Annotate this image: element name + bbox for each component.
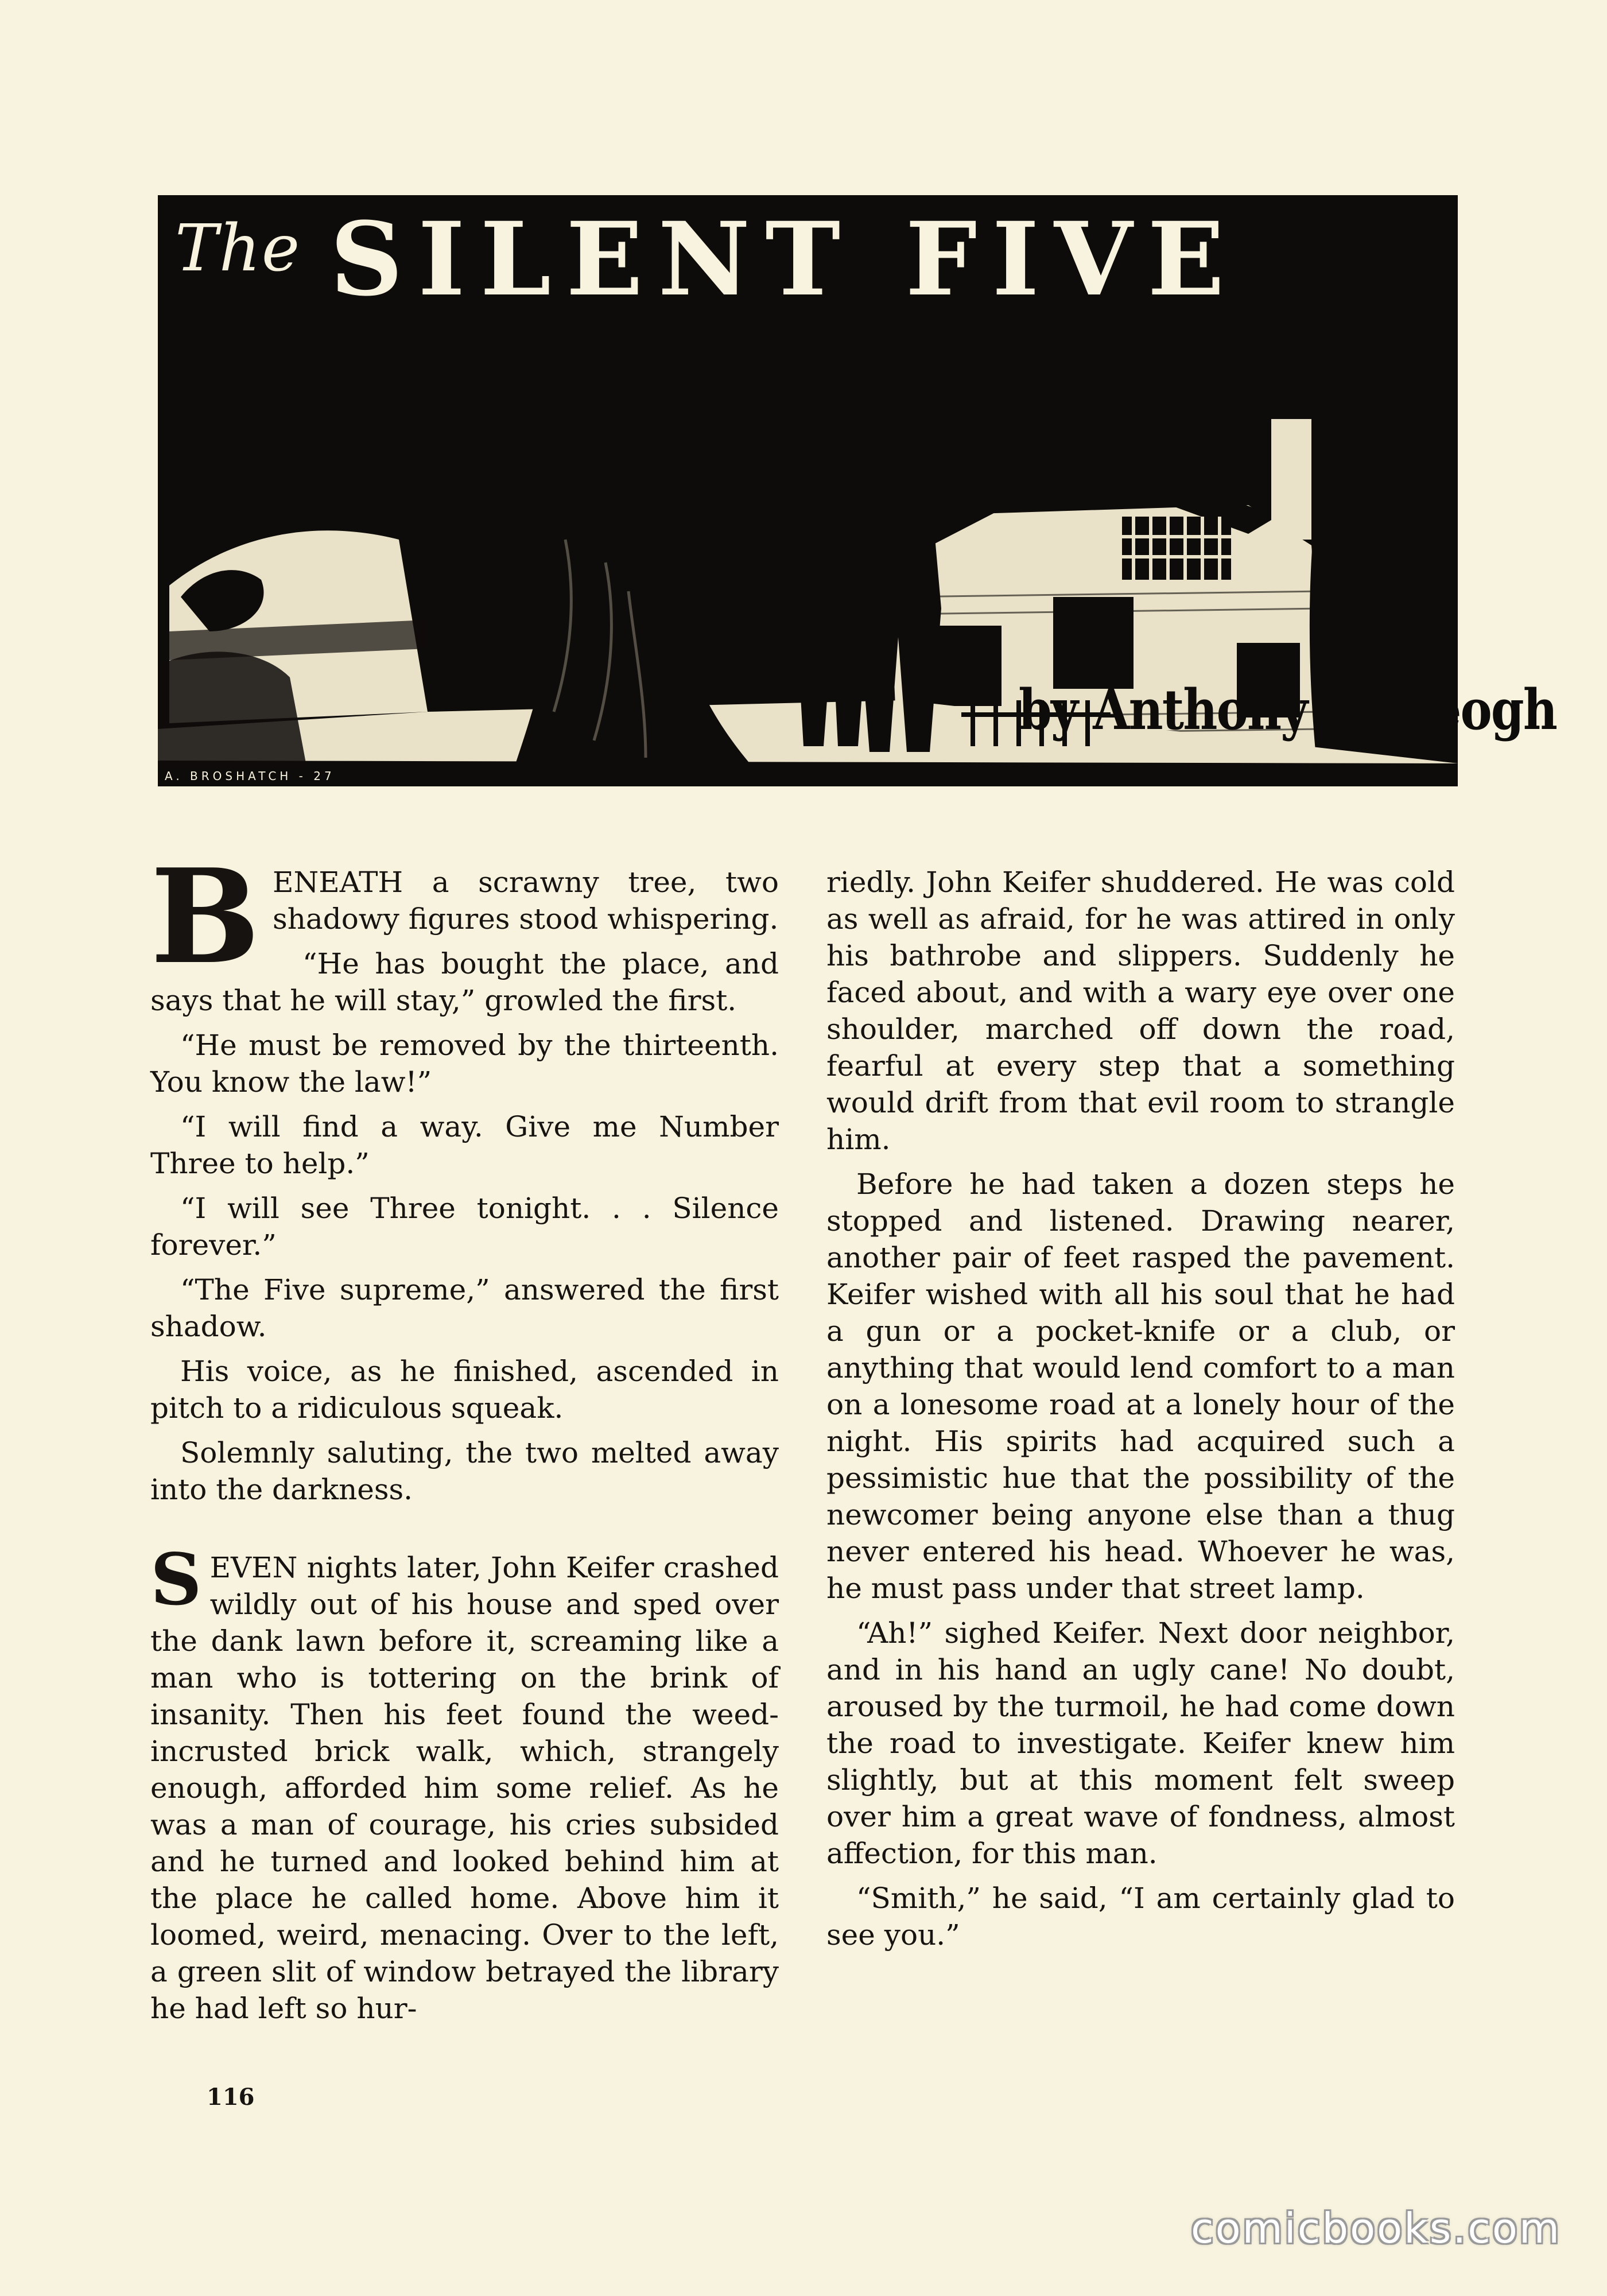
drop-cap-s: S [150,1538,202,1622]
paragraph: “The Five supreme,” answered the first shadow. [150,1273,779,1343]
two-figures-artwork [795,422,941,752]
paragraph: “Ah!” sighed Keifer. Next door neighbor, and in his hand an ugly cane! No doubt, aroused by the turmoil, he had come down the road to investigate. Keifer knew him slightly, but at this moment felt sweep over him a great wave of fondness, almost affection, for this man. [826,1616,1455,1870]
paragraph: Solemnly saluting, the two melted away into the darkness. [150,1436,779,1506]
article-title: SILENT FIVE [330,200,1240,319]
paragraph-text: ENEATH a scrawny tree, two shadowy figures stood whispering. [273,866,779,936]
drop-cap-b: B [150,841,261,993]
artist-signature: A. BROSHATCH - 27 [165,769,335,783]
text-column-right [826,864,1455,1961]
title-prefix: The [175,211,301,286]
paragraph: “He must be removed by the thirteenth. You know the law!” [150,1029,779,1099]
page-number: 116 [207,2084,255,2111]
text-column-left [150,841,779,2035]
author-byline: by Anthony D. Keogh [1019,677,1557,742]
paragraph: “I will find a way. Give me Number Three to help.” [150,1110,779,1180]
paragraph: “Smith,” he said, “I am certainly glad to see you.” [826,1882,1455,1952]
paragraph-section-two [150,1538,779,2027]
paragraph: His voice, as he finished, ascended in pitch to a ridiculous squeak. [150,1355,779,1425]
paragraph-text: EVEN nights later, John Keifer crashed wildly out of his house and sped over the dank lawn before it, screaming like a man who is tottering on the brink of insanity. Then his feet found the weed-incrusted brick walk, which, strangely enough, afforded him some relief. As he was a man of courage, his cries subsided and he turned and looked behind him at the place he called home. Above him it loomed, weird, menacing. Over to the left, a green slit of window betrayed the library he had left so hur- [150,1551,779,2025]
paragraph: “He has bought the place, and says that he will stay,” growled the first. [150,947,779,1017]
paragraph: Before he had taken a dozen steps he stopped and listened. Drawing nearer, another pair of feet rasped the pavement. Keifer wished with all his soul that he had a gun or a pocket-knife or a club, or anything that would lend comfort to a man on a lonesome road at a lonely hour of the night. His spirits had acquired such a pessimistic hue that the possibility of the newcomer being anyone else than a thug never entered his head. Whoever he was, he must pass under that street lamp. [826,1168,1455,1605]
paragraph: riedly. John Keifer shuddered. He was cold as well as afraid, for he was attired in only his bathrobe and slippers. Suddenly he faced about, and with a wary eye over one shoulder, marched off down the road, fearful at every step that a something would drift from that evil room to strangle him. [826,866,1455,1156]
paragraph: “I will see Three tonight. . . Silence forever.” [150,1192,779,1262]
site-watermark: comicbooks.com [1191,2204,1562,2252]
header-illustration [158,195,1557,786]
